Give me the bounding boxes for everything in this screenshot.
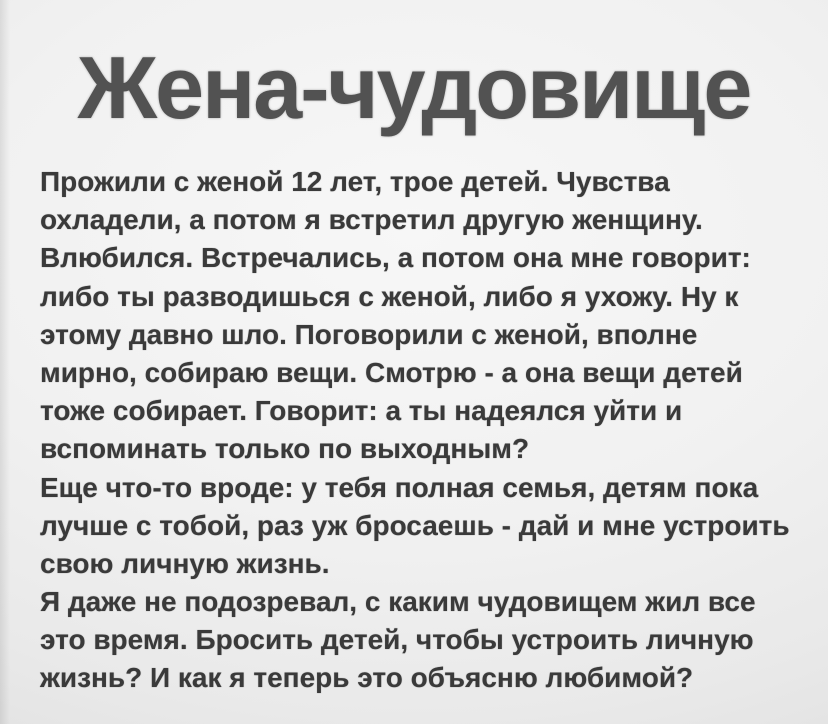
body-line: это время. Бросить детей, чтобы устроить личную	[40, 624, 754, 656]
page-title: Жена-чудовище	[77, 38, 751, 137]
body-line: вспоминать только по выходным?	[40, 433, 530, 465]
body-line: этому давно шло. Поговорили с женой, вполне	[40, 318, 698, 350]
body-line: свою личную жизнь.	[40, 547, 330, 579]
body-line: Еще что-то вроде: у тебя полная семья, детям пока	[40, 471, 759, 503]
body-line: Влюбился. Встречались, а потом она мне говорит:	[40, 242, 751, 274]
body-line: жизнь? И как я теперь это объясню любимой?	[40, 662, 694, 694]
body-line: Я даже не подозревал, с каким чудовищем жил все	[40, 586, 756, 618]
body-line: мирно, собираю вещи. Смотрю - а она вещи детей	[40, 356, 743, 388]
body-line: лучше с тобой, раз уж бросаешь - дай и мне устроить	[40, 509, 790, 541]
body-line: охладели, а потом я встретил другую женщину.	[40, 204, 703, 236]
body-line: тоже собирает. Говорит: а ты надеялся уйти и	[40, 395, 683, 427]
story-text-block	[40, 163, 824, 698]
body-line: либо ты разводишься с женой, либо я ухожу. Ну к	[40, 280, 739, 312]
body-line: Прожили с женой 12 лет, трое детей. Чувства	[40, 166, 670, 197]
